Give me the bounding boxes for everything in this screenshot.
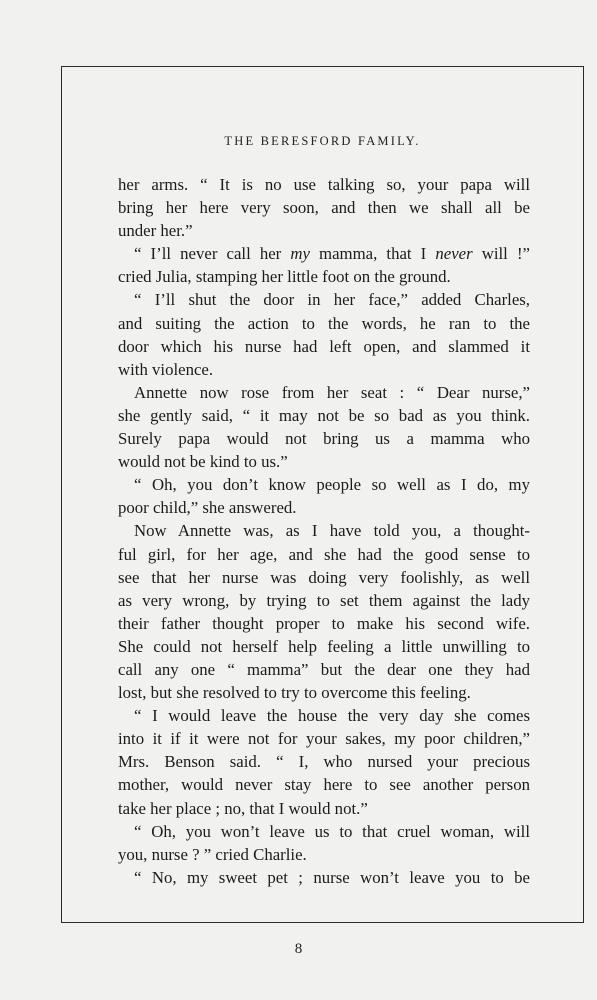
page-number: 8 bbox=[294, 941, 303, 957]
text-line: “ I would leave the house the very day she comes bbox=[134, 706, 530, 726]
text-line: mother, would never stay here to see another person bbox=[118, 775, 530, 795]
text-line: door which his nurse had left open, and slammed it bbox=[118, 336, 530, 356]
text-line: bring her here very soon, and then we shall all be bbox=[118, 198, 530, 218]
text-line: Annette now rose from her seat : “ Dear nurse,” bbox=[134, 382, 530, 402]
body-text bbox=[118, 173, 530, 889]
text-line: under her.” bbox=[118, 221, 193, 241]
text-line: she gently said, “ it may not be so bad as you think. bbox=[118, 405, 530, 425]
text-line: She could not herself help feeling a little unwilling to bbox=[118, 636, 530, 656]
text-line: cried Julia, stamping her little foot on the ground. bbox=[118, 267, 451, 287]
text-line: poor child,” she answered. bbox=[118, 498, 297, 518]
page-border-frame bbox=[61, 66, 584, 923]
text-line: her arms. “ It is no use talking so, your papa will bbox=[118, 175, 530, 194]
text-line: Now Annette was, as I have told you, a thought- bbox=[134, 521, 530, 541]
text-line: Surely papa would not bring us a mamma who bbox=[118, 429, 530, 449]
text-line: their father thought proper to make his second wife. bbox=[118, 613, 530, 633]
text-line: “ Oh, you don’t know people so well as I do, my bbox=[134, 475, 530, 495]
text-line: as very wrong, by trying to set them against the lady bbox=[118, 590, 530, 610]
text-line: into it if it were not for your sakes, my poor children,” bbox=[118, 729, 530, 749]
text-line: “ I’ll shut the door in her face,” added Charles, bbox=[134, 290, 530, 310]
text-line: and suiting the action to the words, he ran to the bbox=[118, 313, 530, 333]
text-line: with violence. bbox=[118, 359, 214, 379]
text-line: ful girl, for her age, and she had the good sense to bbox=[118, 544, 530, 564]
text-line: take her place ; no, that I would not.” bbox=[118, 798, 368, 818]
text-line: you, nurse ? ” cried Charlie. bbox=[118, 844, 307, 864]
text-line: would not be kind to us.” bbox=[118, 452, 288, 472]
text-line: see that her nurse was doing very foolishly, as well bbox=[118, 567, 530, 587]
text-line: “ Oh, you won’t leave us to that cruel woman, will bbox=[134, 821, 530, 841]
text-line: “ No, my sweet pet ; nurse won’t leave you to be bbox=[134, 867, 530, 887]
text-line: call any one “ mamma” but the dear one they had bbox=[118, 659, 530, 679]
running-head: THE BERESFORD FAMILY. bbox=[224, 134, 421, 148]
text-line: lost, but she resolved to try to overcome this feeling. bbox=[118, 683, 471, 703]
text-line: Mrs. Benson said. “ I, who nursed your precious bbox=[118, 752, 530, 772]
text-line: “ I’ll never call her my mamma, that I never will !” bbox=[134, 244, 530, 264]
